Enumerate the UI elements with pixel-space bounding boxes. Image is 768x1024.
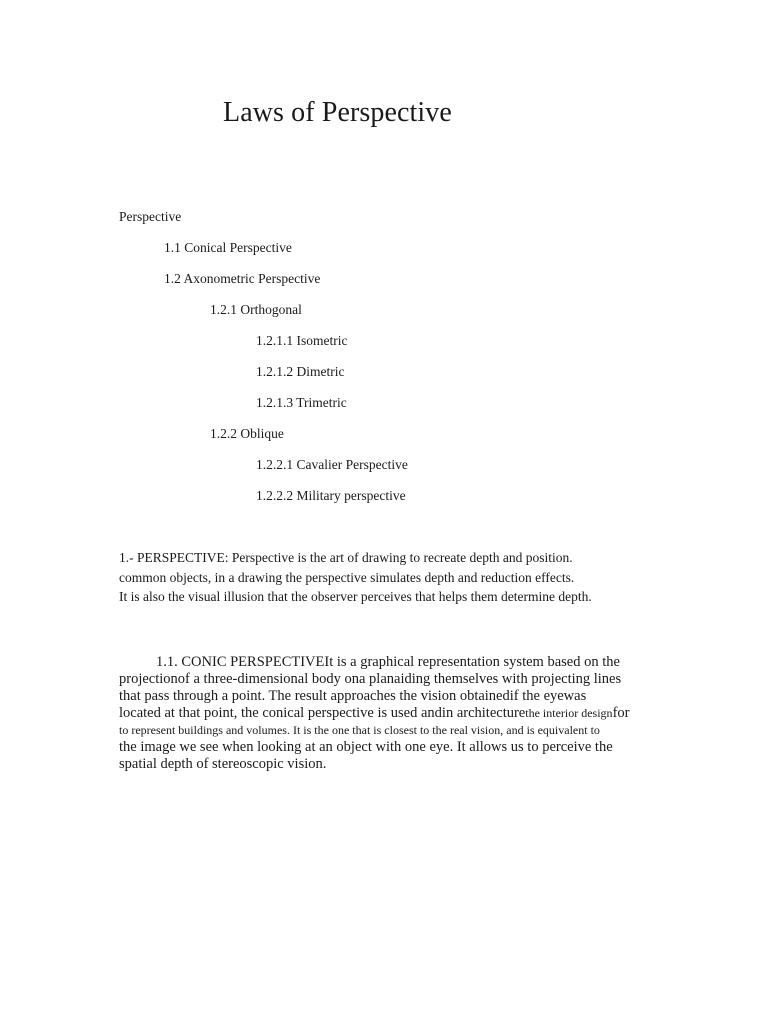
toc-item: 1.2.2.1 Cavalier Perspective	[256, 457, 408, 472]
paragraph-line: common objects, in a drawing the perspective simulates depth and reduction effects.	[119, 569, 575, 585]
toc-item: 1.2 Axonometric Perspective	[164, 271, 321, 286]
paragraph-line: spatial depth of stereoscopic vision.	[119, 756, 327, 772]
paragraph-text: for	[612, 705, 630, 721]
perspective-paragraph	[119, 548, 659, 607]
conic-perspective-paragraph	[119, 654, 679, 773]
paragraph-line: to represent buildings and volumes. It is the one that is closest to the real vision, and is equivalent to	[119, 723, 600, 737]
paragraph-line: that pass through a point. The result approaches the vision obtainedif the eyewas	[119, 688, 587, 704]
toc-item: 1.2.2.2 Military perspective	[256, 488, 406, 503]
toc-item: 1.2.1.1 Isometric	[256, 333, 348, 348]
toc-item: 1.2.1.3 Trimetric	[256, 395, 347, 410]
toc-item: 1.2.1.2 Dimetric	[256, 364, 345, 379]
toc-item: 1.2.2 Oblique	[210, 426, 284, 441]
paragraph-line	[119, 705, 679, 722]
toc-item: 1.2.1 Orthogonal	[210, 302, 302, 317]
paragraph-line: 1.1. CONIC PERSPECTIVEIt is a graphical representation system based on the	[156, 654, 620, 670]
toc-item: 1.1 Conical Perspective	[164, 240, 292, 255]
document-title: Laws of Perspective	[223, 97, 452, 128]
paragraph-text: located at that point, the conical perspective is used andin architecture	[119, 705, 526, 721]
toc-item: Perspective	[119, 209, 182, 224]
paragraph-line: projectionof a three-dimensional body ona planaiding themselves with projecting lines	[119, 671, 622, 687]
paragraph-line: the image we see when looking at an object with one eye. It allows us to perceive the	[119, 739, 613, 755]
paragraph-line: 1.- PERSPECTIVE: Perspective is the art of drawing to recreate depth and position.	[119, 550, 573, 565]
paragraph-text-small: the interior design	[525, 706, 613, 720]
paragraph-line: It is also the visual illusion that the observer perceives that helps them determine depth.	[119, 589, 592, 604]
